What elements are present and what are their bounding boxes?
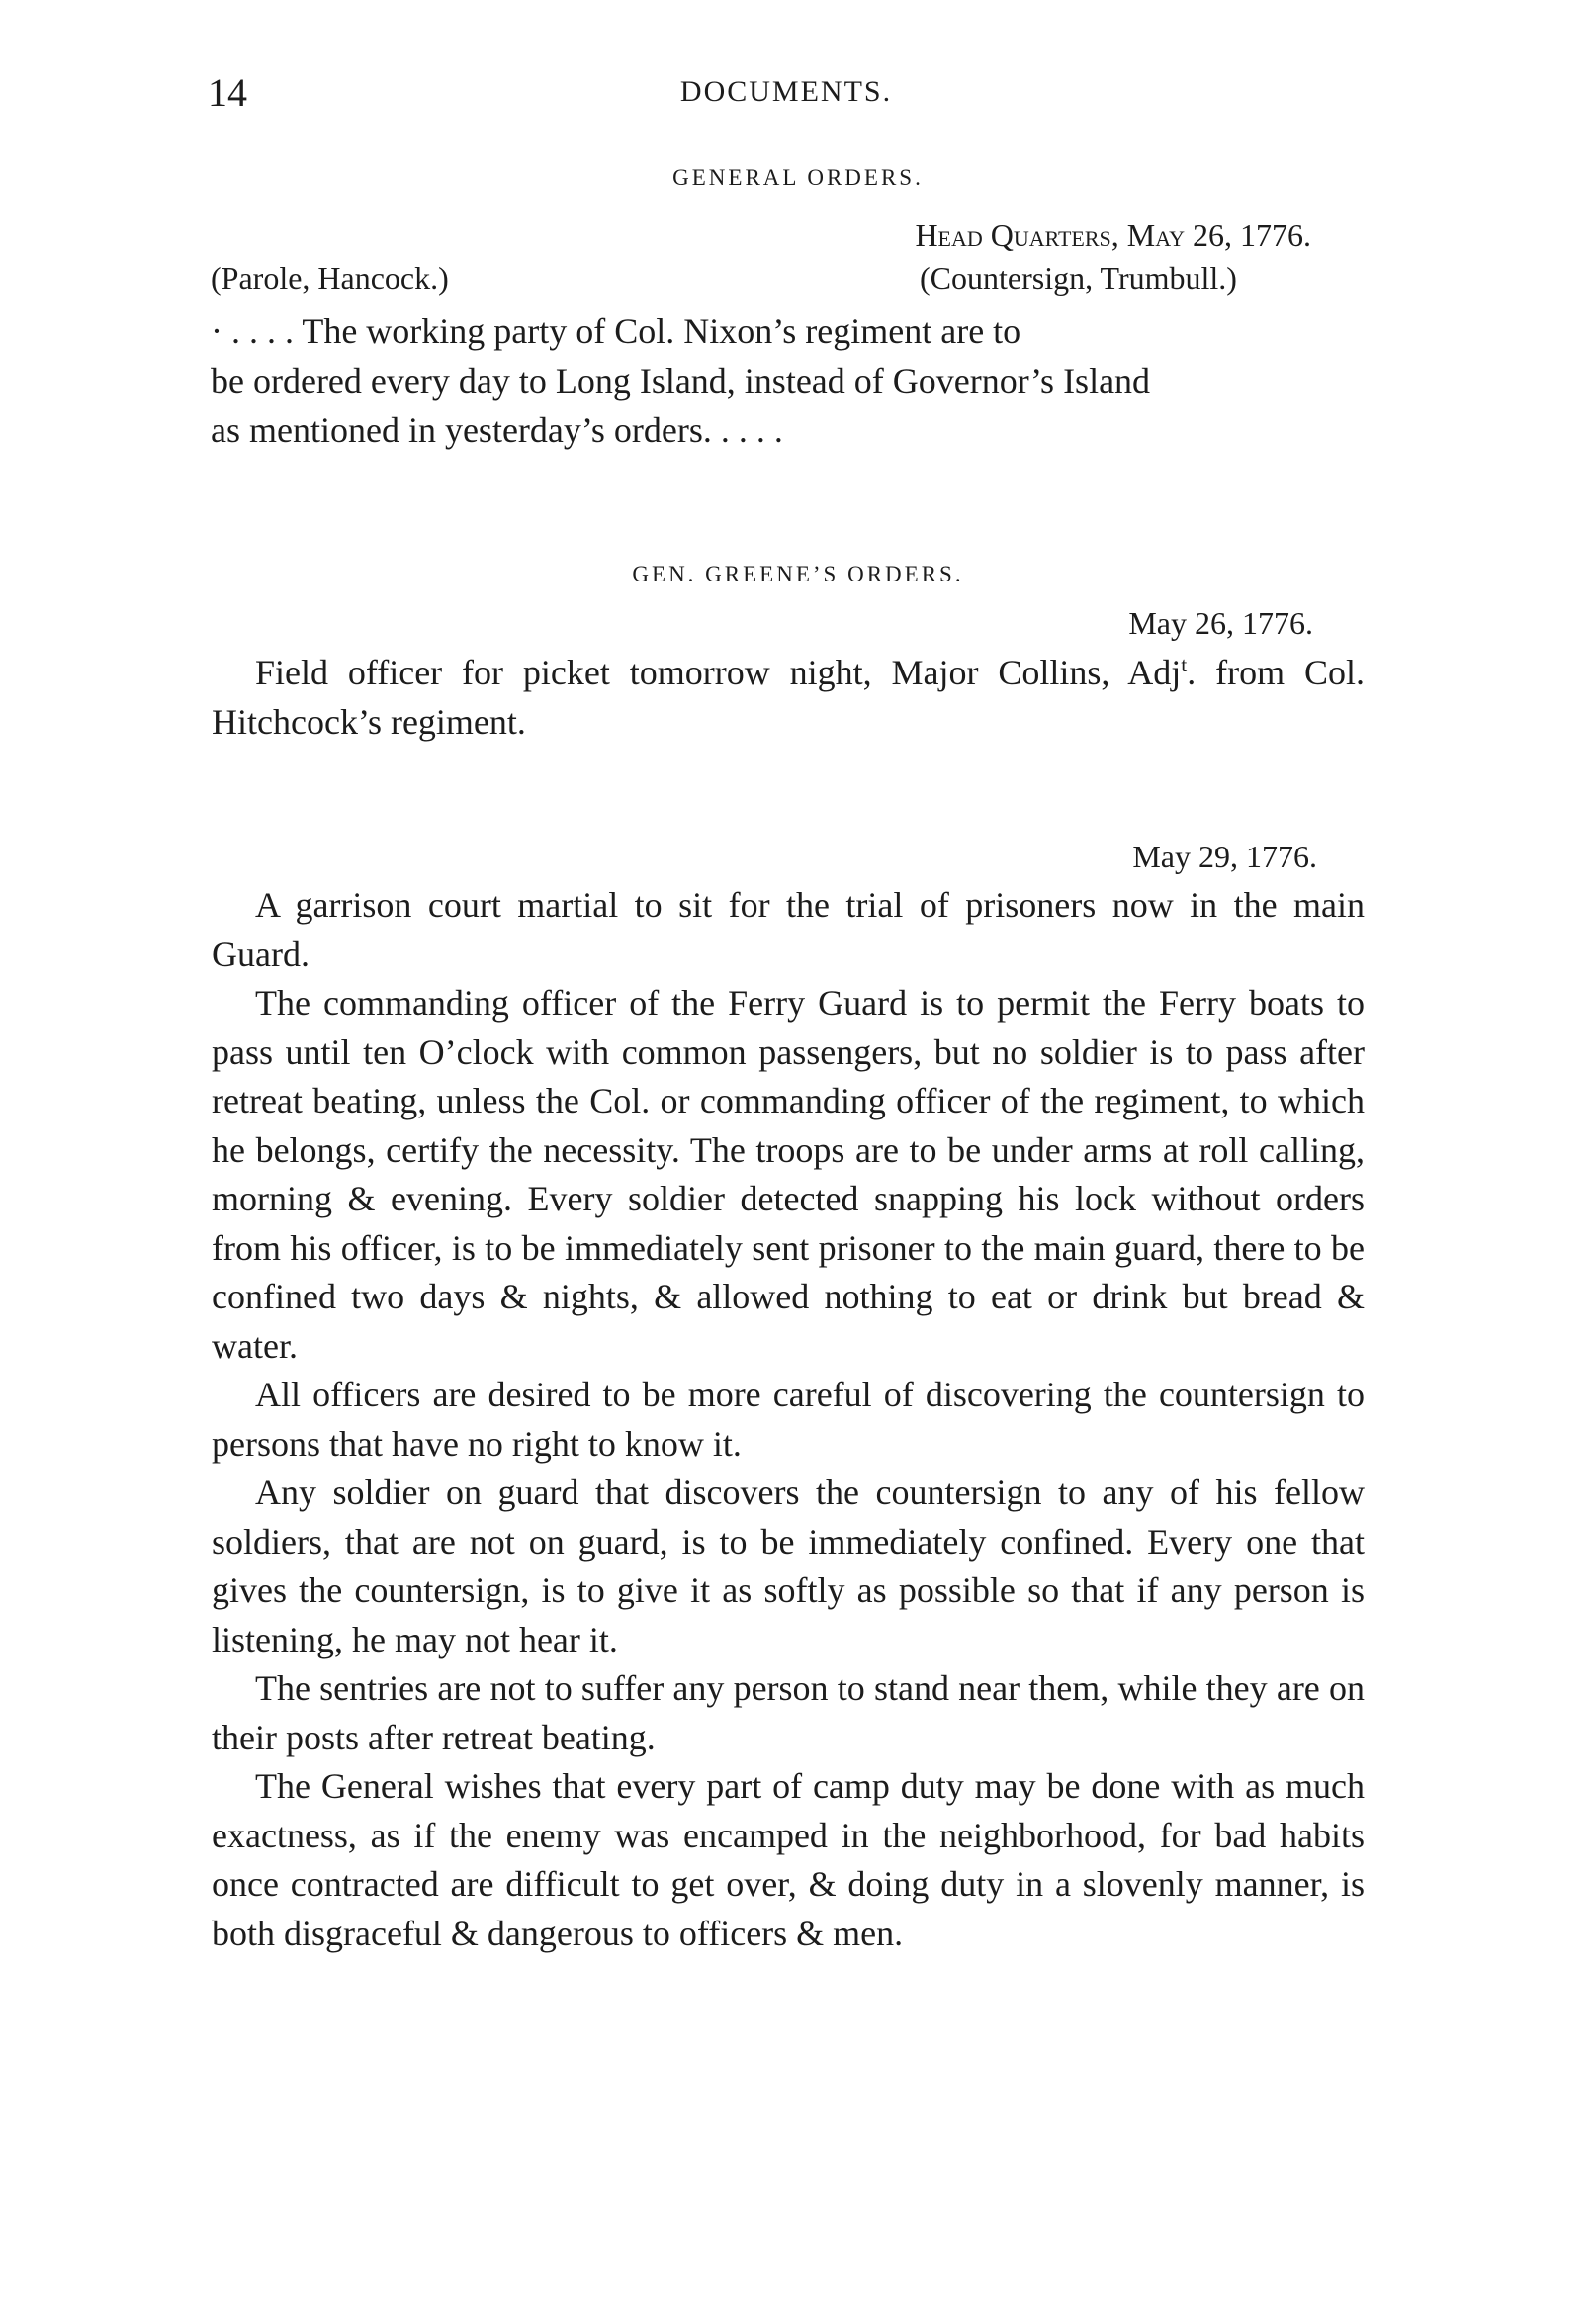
may29-dateline: May 29, 1776. (1132, 839, 1317, 874)
may29-paragraph-2: The commanding officer of the Ferry Guard is to permit the Ferry boats to pass until ten O’clock with common passengers, but no soldier is to pass after retreat beating, unless the Col. or commanding officer of the regiment, to which he belongs, certify the necessity. The troops are to be under arms at roll calling, morning & evening. Every soldier detected snapping his lock without orders from his officer, is to be immediately sent prisoner to the main guard, there to be confined two days & nights, & allowed nothing to eat or drink but bread & water. (212, 983, 1365, 1366)
greene-orders-superscript: t (1181, 653, 1188, 676)
greene-orders-dateline: May 26, 1776. (1128, 605, 1313, 641)
general-orders-line-2: be ordered every day to Long Island, instead of Governor’s Island (211, 361, 1151, 401)
may29-orders-body (212, 881, 1365, 1958)
general-orders-line-1: · . . . . The working party of Col. Nixon’s regiment are to (211, 312, 1021, 351)
may29-paragraph-4: Any soldier on guard that discovers the countersign to any of his fellow soldiers, that are not on guard, is to be immediately confined. Every one that gives the countersign, is to give it as softly as possible so that if any person is listening, he may not hear it. (212, 1473, 1365, 1659)
greene-orders-paragraph (212, 649, 1365, 747)
greene-orders-heading: GEN. GREENE’S ORDERS. (632, 562, 964, 586)
running-head: DOCUMENTS. (679, 75, 893, 108)
general-orders-dateline: Head Quarters, May 26, 1776. (915, 218, 1311, 253)
may29-paragraph-6: The General wishes that every part of camp duty may be done with as much exactness, as if the enemy was encamped in the neighborhood, for bad habits once contracted are difficult to get over, & doing duty in a slovenly manner, is both disgraceful & dangerous to officers & men. (212, 1766, 1365, 1953)
page-header (208, 69, 1365, 119)
countersign-text: (Countersign, Trumbull.) (920, 260, 1237, 296)
may29-paragraph-3: All officers are desired to be more careful of discovering the countersign to persons that have no right to know it. (212, 1375, 1365, 1464)
page-number: 14 (208, 70, 247, 115)
greene-orders-text: Field officer for picket tomorrow night, Major Collins, Adj (255, 653, 1182, 692)
may29-paragraph-5: The sentries are not to suffer any person to stand near them, while they are on their posts after retreat beating. (212, 1668, 1365, 1757)
general-orders-line-3: as mentioned in yesterday’s orders. . . . . (211, 410, 783, 450)
parole-text: (Parole, Hancock.) (211, 260, 449, 296)
general-orders-heading: GENERAL ORDERS. (672, 165, 924, 190)
greene-orders-text-end: . from Col. Hitchcock’s regiment. (212, 653, 1365, 742)
may29-paragraph-1: A garrison court martial to sit for the trial of prisoners now in the main Guard. (212, 885, 1365, 974)
